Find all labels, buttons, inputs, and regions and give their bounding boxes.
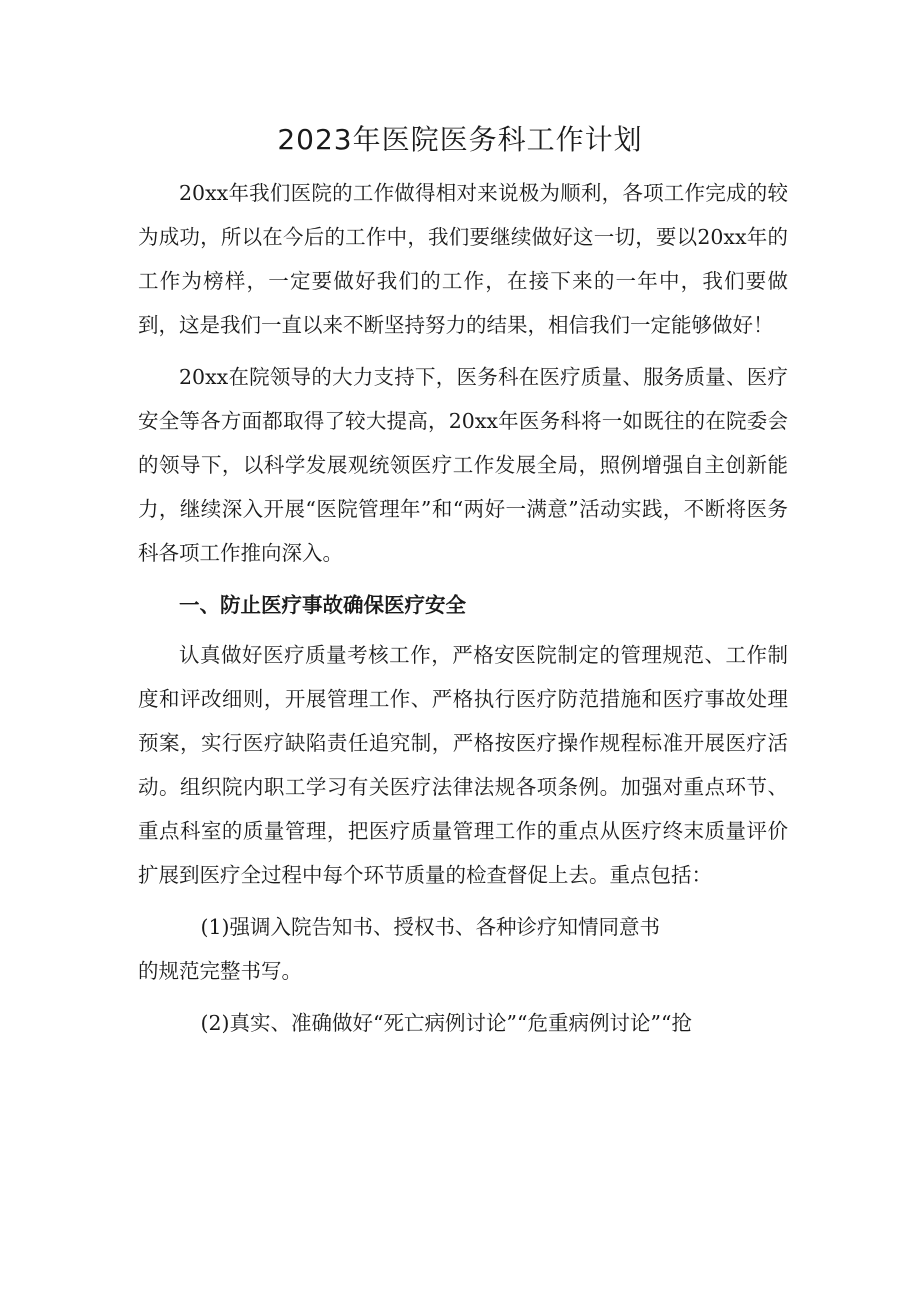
document-body xyxy=(138,171,788,1053)
document-title: 2023年医院医务科工作计划 xyxy=(277,123,643,156)
section-heading: 一、防止医疗事故确保医疗安全 xyxy=(179,593,466,617)
list-item-continuation: 的规范完整书写。 xyxy=(138,959,302,983)
list-item: (2)真实、准确做好“死亡病例讨论”“危重病例讨论”“抢 xyxy=(200,1011,692,1035)
leadership-paragraph: 20xx在院领导的大力支持下，医务科在医疗质量、服务质量、医疗安全等各方面都取得了较大提高，20xx年医务科将一如既往的在院委会的领导下，以科学发展观统领医疗工作发展全局，照例增强自主创新能力，继续深入开展“医院管理年”和“两好一满意”活动实践，不断将医务科各项工作推向深入。 xyxy=(138,365,788,565)
list-item: (1)强调入院告知书、授权书、各种诊疗知情同意书 xyxy=(200,915,661,939)
section-paragraph: 认真做好医疗质量考核工作，严格安医院制定的管理规范、工作制度和评改细则，开展管理工作、严格执行医疗防范措施和医疗事故处理预案，实行医疗缺陷责任追究制，严格按医疗操作规程标准开展医疗活动。组织院内职工学习有关医疗法律法规各项条例。加强对重点环节、重点科室的质量管理，把医疗质量管理工作的重点从医疗终末质量评价扩展到医疗全过程中每个环节质量的检查督促上去。重点包括： xyxy=(138,643,788,887)
intro-paragraph: 20xx年我们医院的工作做得相对来说极为顺利，各项工作完成的较为成功，所以在今后的工作中，我们要继续做好这一切，要以20xx年的工作为榜样，一定要做好我们的工作，在接下来的一年中，我们要做到，这是我们一直以来不断坚持努力的结果，相信我们一定能够做好！ xyxy=(138,181,788,337)
